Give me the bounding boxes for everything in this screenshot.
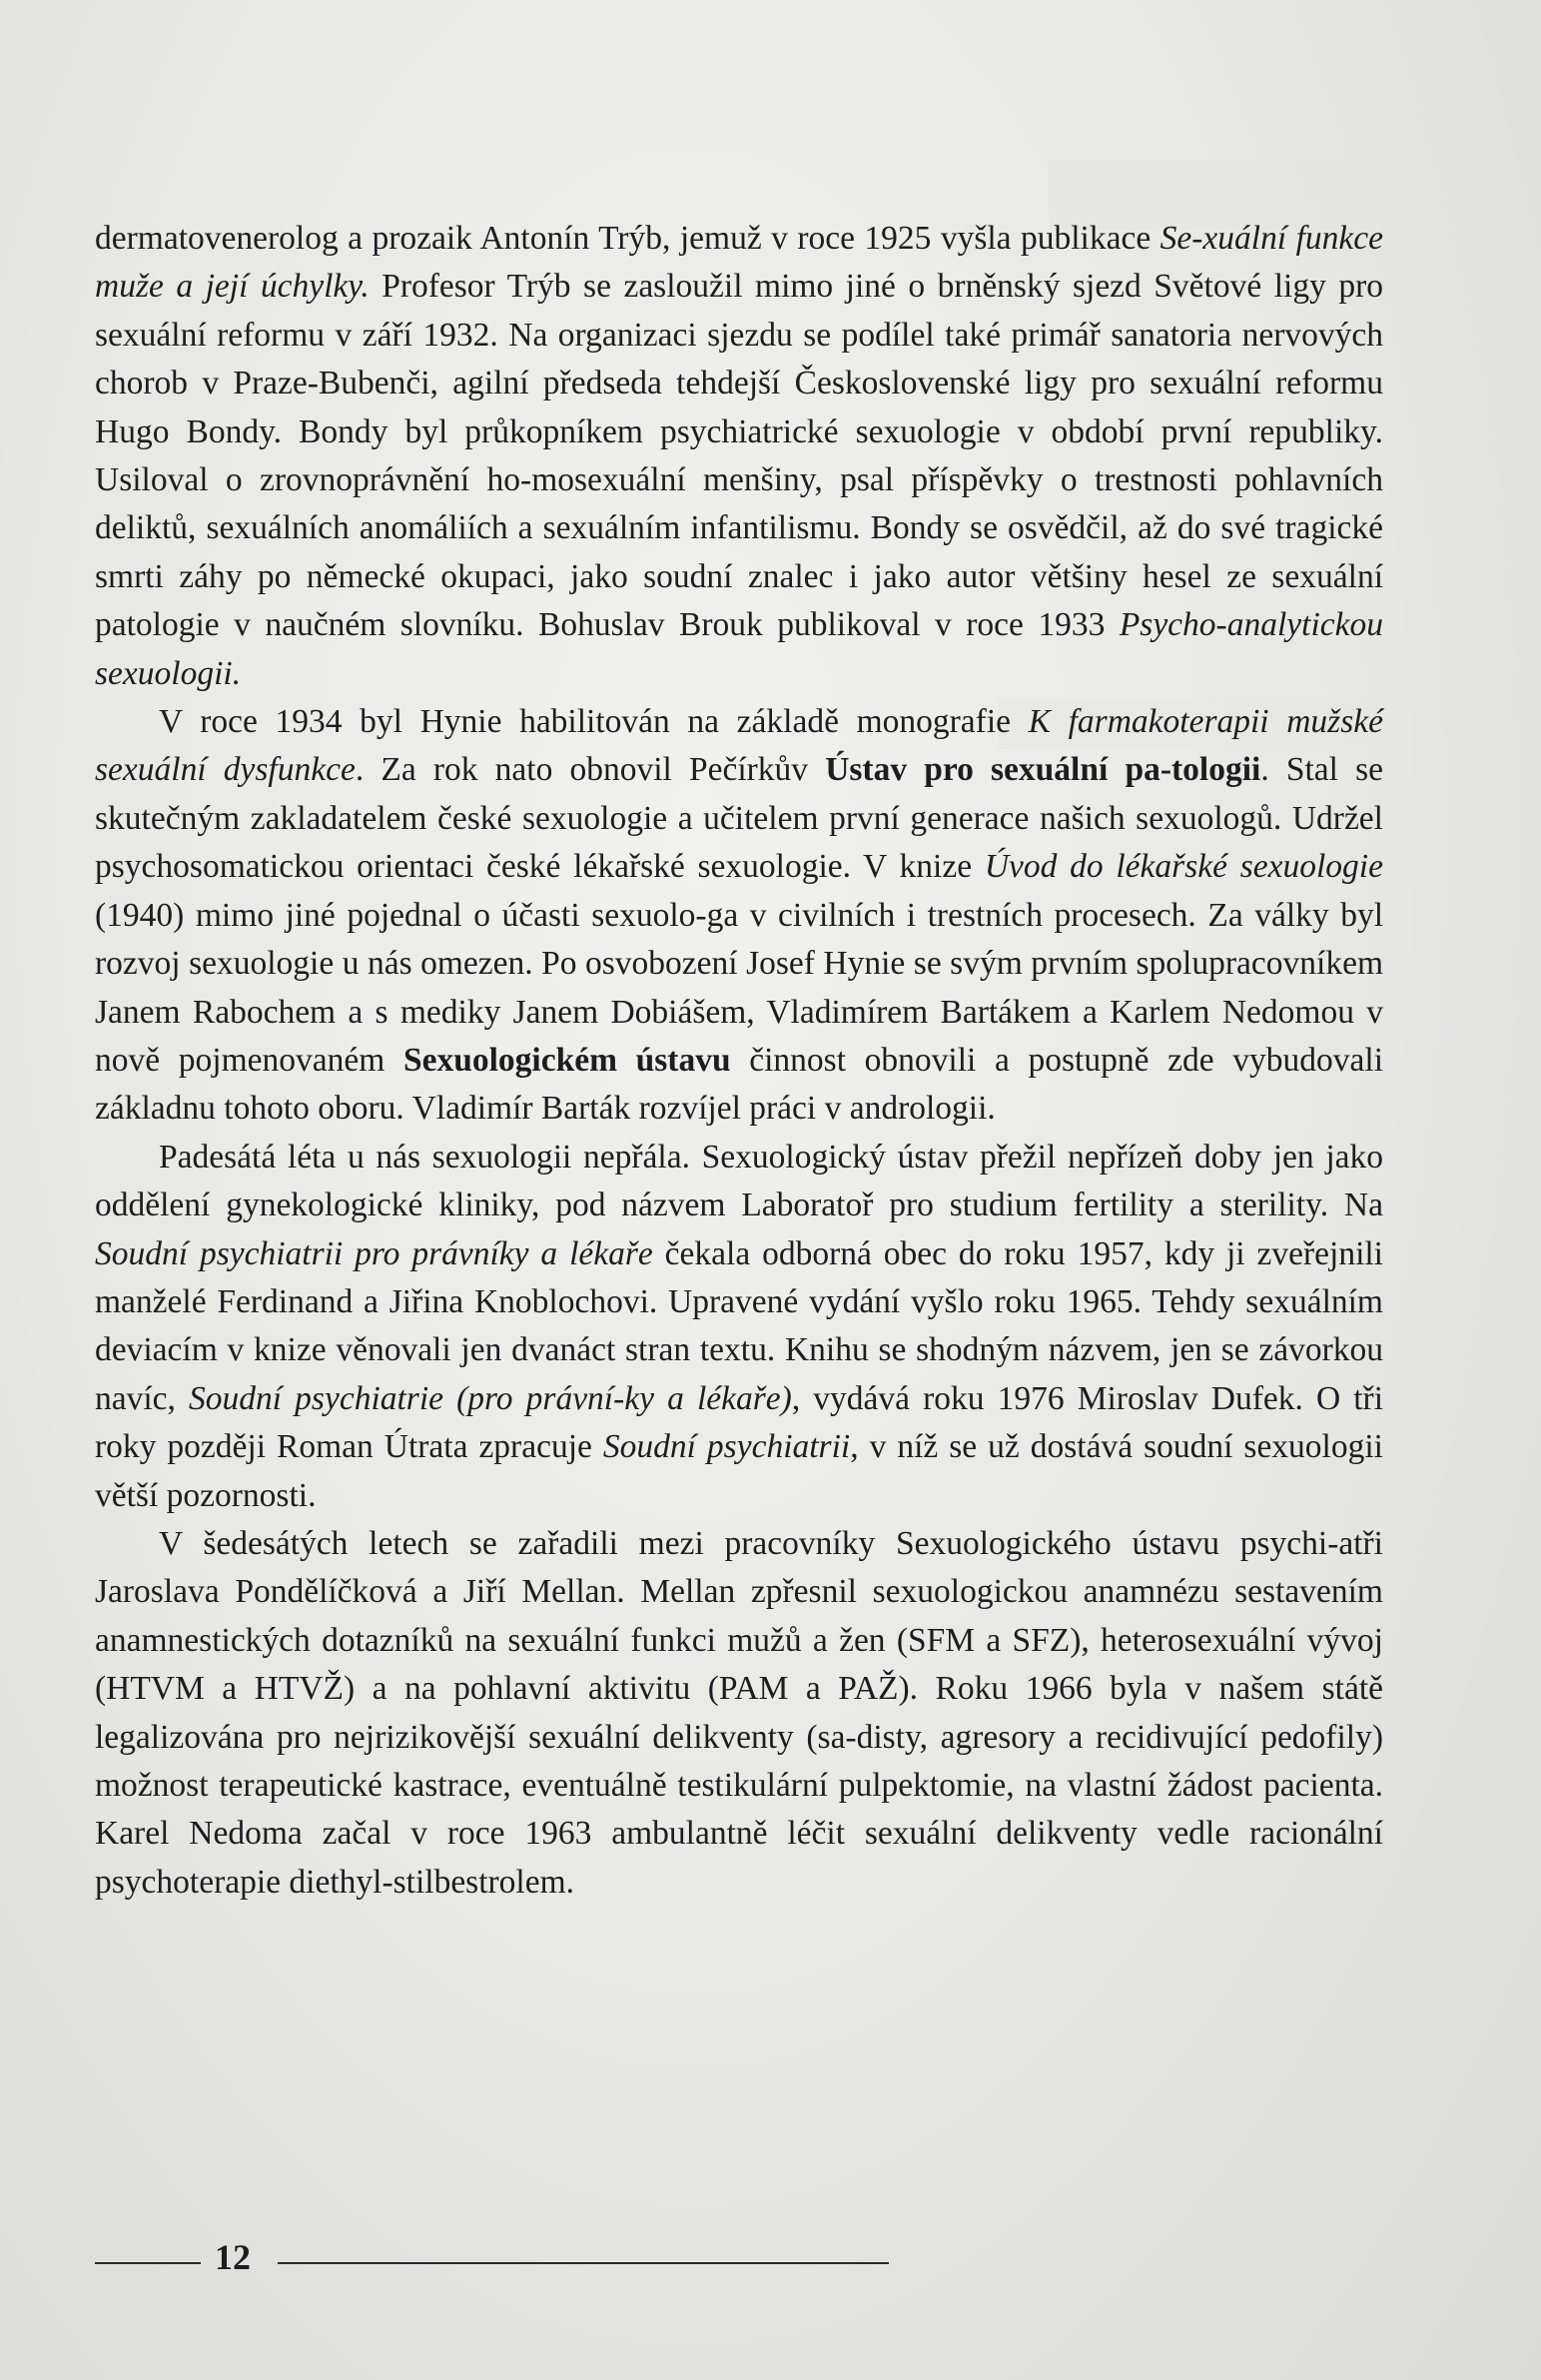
text-run: V šedesátých letech se zařadili mezi pracovníky Sexuologického ústavu psychi-atři Jaroslava Pondělíčková a Jiří Mellan. Mellan zpřesnil sexuologickou anamnézu sestavením anamnestických dotazníků na sexuální funkci mužů a žen (SFM a SFZ), heterosexuální vývoj (HTVM a HTVŽ) a na pohlavní aktivitu (PAM a PAŽ). Roku 1966 byla v našem státě legalizována pro nejrizikovější sexuální delikventy (sa-disty, agresory a recidivující pedofily) možnost terapeutické kastrace, eventuálně testikulární pulpektomie, na vlastní žádost pacienta. Karel Nedoma začal v roce 1963 ambulantně léčit sexuální delikventy vedle racionální psychoterapie diethyl-stilbestrolem.	[95, 1524, 1383, 1901]
page-number: 12	[215, 2237, 251, 2277]
bold-term: Ústav pro sexuální pa-tologii	[825, 751, 1261, 789]
text-run: V roce 1934 byl Hynie habilitován na základě monografie	[159, 703, 1029, 741]
italic-title: K farmakoterapii mužské sexuální dysfunkce	[95, 703, 1383, 789]
italic-title: Úvod do lékařské sexuologie	[984, 848, 1383, 886]
text-run: čekala odborná obec do roku 1957, kdy ji zveřejnili manželé Ferdinand a Jiřina Knoblochovi. Upravené vydání vyšlo roku 1965. Tehdy sexuálním deviacím v knize věnovali jen dvanáct stran textu. Knihu se shodným názvem, jen se závorkou navíc,	[95, 1234, 1383, 1417]
bold-term: Sexuologickém ústavu	[402, 1041, 731, 1079]
text-run: činnost obnovili a postupně zde vybudovali základnu tohoto oboru. Vladimír Barták rozvíjel práci v andrologii.	[95, 1041, 1383, 1128]
text-run: . Za rok nato obnovil Pečírkův	[355, 751, 826, 789]
text-run: (1940) mimo jiné pojednal o účasti sexuolo-ga v civilních i trestních procesech. Za války byl rozvoj sexuologie u nás omezen. Po osvobození Josef Hynie se svým prvním spolupracovníkem Janem Rabochem a s mediky Janem Dobiášem, Vladimírem Bartákem a Karlem Nedomou v nově pojmenovaném	[95, 896, 1383, 1079]
italic-title: Soudní psychiatrii pro právníky a lékaře	[95, 1234, 653, 1272]
footer-rule-left	[95, 2262, 201, 2264]
italic-title: Psycho-analytickou sexuologii.	[95, 606, 1383, 692]
text-run: dermatovenerolog a prozaik Antonín Trýb, jemuž v roce 1925 vyšla publikace	[95, 220, 1160, 257]
body-text	[95, 215, 1383, 1907]
text-run: Profesor Trýb se zasloužil mimo jiné o brněnský sjezd Světové ligy pro sexuální reformu v září 1932. Na organizaci sjezdu se podílel také primář sanatoria nervových chorob v Praze-Bubenči, agilní předseda tehdejší Československé ligy pro sexuální reformu Hugo Bondy. Bondy byl průkopníkem psychiatrické sexuologie v období první republiky. Usiloval o zrovnoprávnění ho-mosexuální menšiny, psal příspěvky o trestnosti pohlavních deliktů, sexuálních anomáliích a sexuálním infantilismu. Bondy se osvědčil, až do své tragické smrti záhy po německé okupaci, jako soudní znalec i jako autor většiny hesel ze sexuální patologie v naučném slovníku. Bohuslav Brouk publikoval v roce 1933	[95, 268, 1383, 644]
footer-rule-right	[278, 2262, 889, 2264]
italic-title: Soudní psychiatrie (pro právní-ky a lékaře)	[189, 1379, 792, 1417]
paragraph	[95, 1134, 1383, 1520]
page-footer	[95, 2232, 894, 2282]
italic-title: Se-xuální funkce muže a její úchylky.	[95, 220, 1383, 306]
paragraph	[95, 698, 1383, 1134]
text-run: Padesátá léta u nás sexuologii nepřála. Sexuologický ústav přežil nepřízeň doby jen jako oddělení gynekologické kliniky, pod názvem Laboratoř pro studium fertility a sterility. Na	[95, 1138, 1383, 1224]
text-run: , vydává roku 1976 Miroslav Dufek. O tři roky později Roman Útrata zpracuje	[95, 1379, 1383, 1466]
text-run: . Stal se skutečným zakladatelem české sexuologie a učitelem první generace našich sexuologů. Udržel psychosomatickou orientaci české lékařské sexuologie. V knize	[95, 751, 1383, 886]
italic-title: Soudní psychiatrii	[602, 1428, 851, 1466]
paragraph	[95, 1520, 1383, 1907]
text-run: , v níž se už dostává soudní sexuologii větší pozornosti.	[95, 1428, 1383, 1514]
paragraph	[95, 215, 1383, 698]
